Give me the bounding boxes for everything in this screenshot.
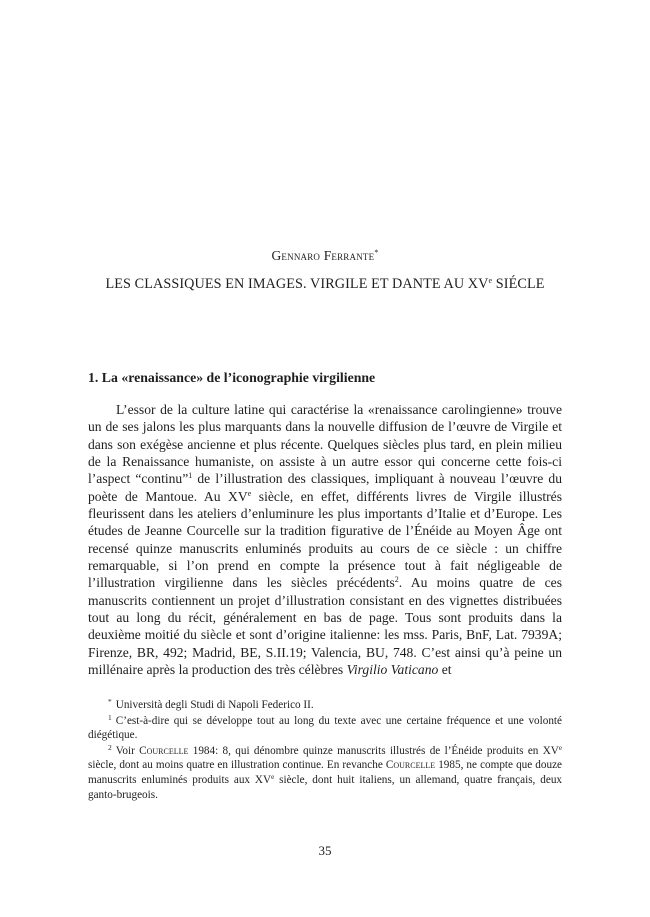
footnote-citation: Courcelle	[139, 744, 189, 757]
body-text-part: et	[438, 662, 452, 678]
footnote-star	[88, 698, 562, 713]
body-paragraph	[88, 401, 562, 679]
footnote-text: C’est-à-dire qui se développe tout au long du texte avec une certaine fréquence et une volonté diégétique.	[88, 714, 562, 742]
footnote-1	[88, 714, 562, 743]
body-italic-title: Virgilio Vaticano	[346, 662, 439, 678]
page-number: 35	[318, 843, 332, 858]
title-end: SIÉCLE	[492, 276, 545, 292]
footnote-mark: 2	[108, 742, 112, 752]
body-text-part: siècle, en effet, différents livres de Virgile illustrés fleurissent dans les ateliers d’enluminure les plus importants d’Italie et d’Europe. Les études de Jeanne Courcelle sur la tradition figurative de l’Énéide au Moyen Âge ont recensé quinze manuscrits enluminés produits au cours de ce siècle : un chiffre remarquable, si l’on prend en compte la présence tout à fait négligeable de l’illustration virgilienne dans les siècles précédents	[88, 488, 562, 591]
author-name: Gennaro Ferrante	[271, 248, 375, 263]
title-superscript: e	[488, 276, 493, 285]
footnote-text: Voir	[115, 744, 140, 757]
footnote-text: siècle, dont au moins quatre en illustration continue. En revanche	[88, 759, 386, 772]
body-text-part: L’essor de la culture latine qui caractérise la «renaissance carolingienne» trouve un de ses jalons les plus marquants dans la nouvelle diffusion de l’œuvre de Virgile et dans son exégèse ancienne et plus récente. Quelques siècles plus tard, en plein milieu de la Renaissance humaniste, on assiste à un autre essor qui concerne cette fois-ci l’aspect “continu”	[88, 402, 562, 487]
century-superscript: e	[247, 488, 252, 498]
footnote-ref-2: 2	[394, 575, 399, 585]
body-text-part: de l’illustration des classiques, impliquant à nouveau l’œuvre du poète de Mantoue. Au XV	[88, 471, 562, 504]
footnote-citation: Courcelle	[385, 759, 436, 772]
author-footnote-mark: *	[374, 248, 379, 257]
article-title	[0, 276, 650, 293]
footnote-mark: 1	[108, 712, 112, 722]
footnote-superscript: e	[271, 772, 275, 781]
author-line	[0, 248, 650, 264]
section-heading: 1. La «renaissance» de l’iconographie virgilienne	[88, 370, 376, 385]
footnote-mark: *	[108, 697, 112, 706]
footnotes	[88, 698, 562, 803]
body-text-part: . Au moins quatre de ces manuscrits contiennent un projet d’illustration consistant en des vignettes distribuées tout au long du récit, généralement en bas de page. Tous sont produits dans la deuxième moitié du siècle et sont d’origine italienne: les mss. Paris, BnF, Lat. 7939A; Firenze, BR, 492; Madrid, BE, S.II.19; Valencia, BU, 748. C’est ainsi qu’à peine un millénaire après la production des très célèbres	[88, 575, 563, 678]
title-main: LES CLASSIQUES EN IMAGES. VIRGILE ET DANTE AU XV	[105, 276, 489, 292]
footnote-text: 1984: 8, qui dénombre quinze manuscrits illustrés de l’Énéide produits en XV	[188, 744, 559, 757]
footnote-text: siècle, dont huit italiens, un allemand, quatre français, deux ganto-brugeois.	[88, 773, 563, 801]
footnote-text: 1985, ne compte que douze manuscrits enluminés produits aux XV	[88, 759, 562, 786]
footnote-superscript: e	[558, 743, 562, 752]
footnote-text: Università degli Studi di Napoli Federico II.	[115, 699, 314, 711]
footnote-ref-1: 1	[188, 471, 193, 481]
footnote-2	[88, 744, 562, 802]
